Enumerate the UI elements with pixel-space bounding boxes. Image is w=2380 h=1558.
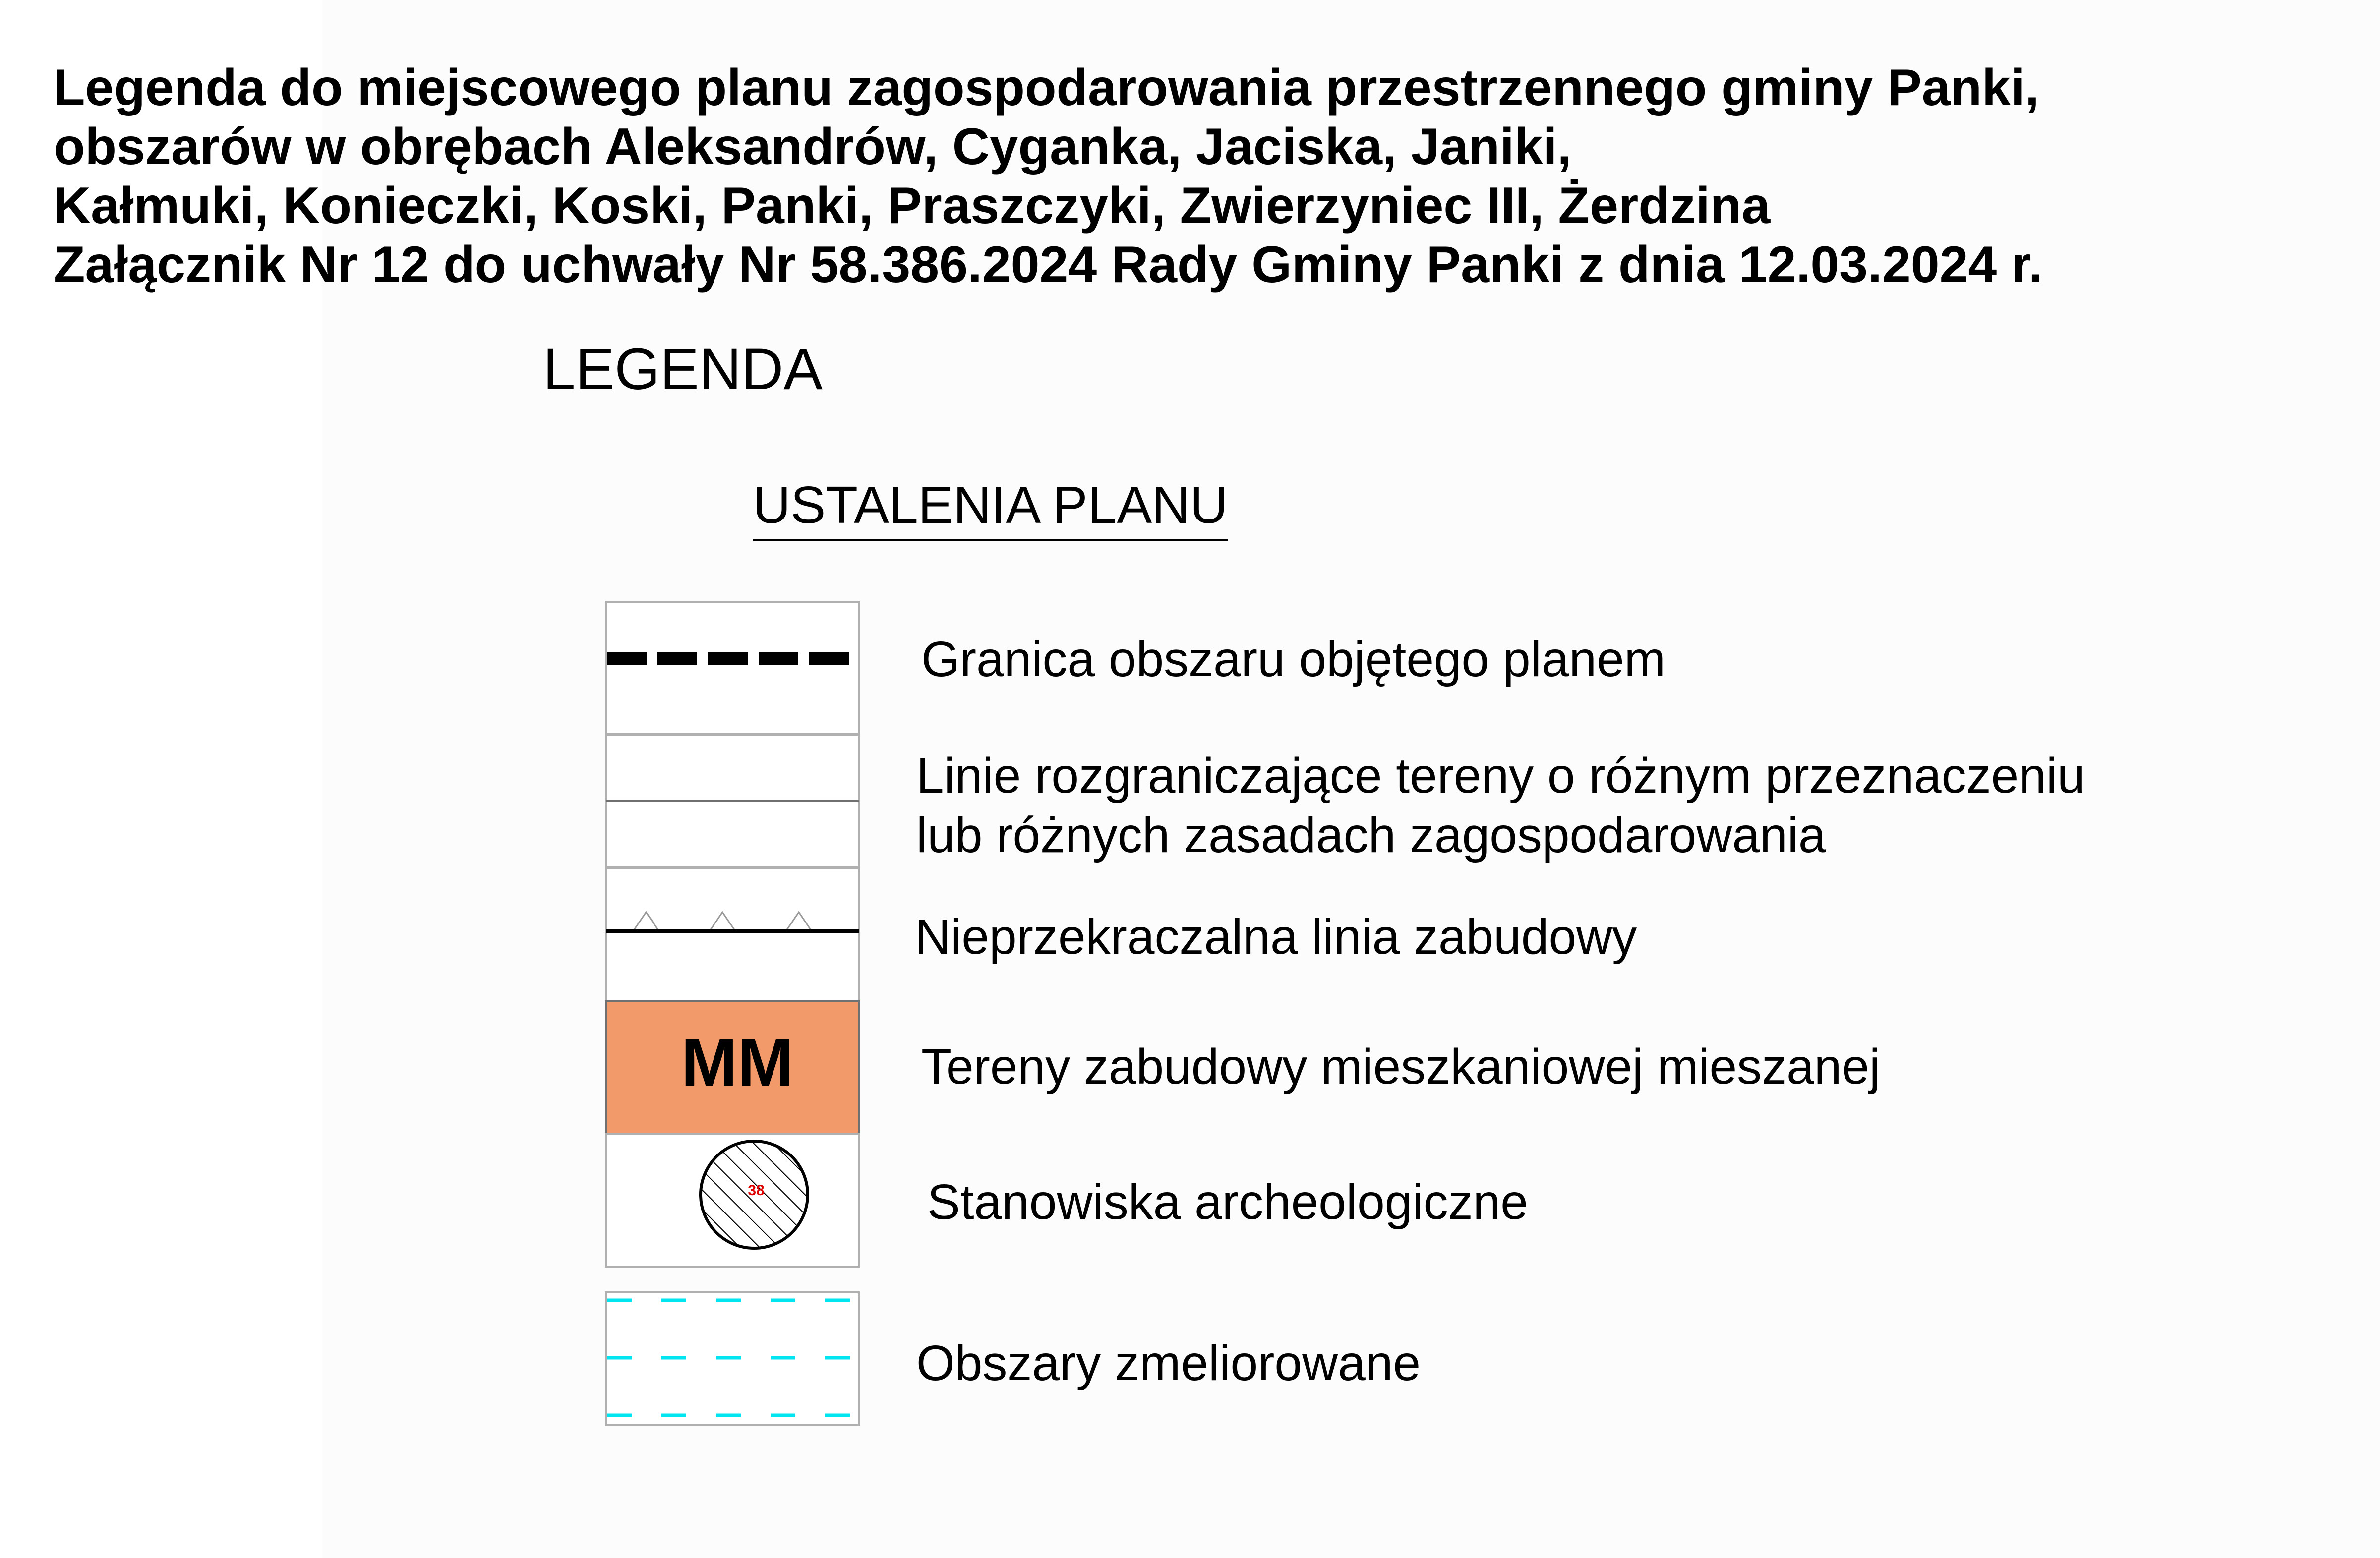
header-line-1: Legenda do miejscowego planu zagospodarowania przestrzennego gminy Panki, — [54, 59, 2039, 116]
header-line-3: Kałmuki, Konieczki, Koski, Panki, Praszczyki, Zwierzyniec III, Żerdzina — [54, 177, 1771, 234]
building-line-label: Nieprzekraczalna linia zabudowy — [915, 909, 1637, 965]
demarcation-lines-symbol — [605, 734, 863, 868]
legend-heading: LEGENDA — [543, 337, 823, 402]
mixed-residential-label: Tereny zabudowy mieszkaniowej mieszanej — [921, 1039, 1881, 1095]
archaeological-site-number: 38 — [748, 1182, 765, 1199]
plan-boundary-symbol — [605, 601, 863, 735]
mixed-residential-symbol — [605, 1000, 863, 1135]
building-line-symbol — [605, 867, 863, 1002]
demarcation-lines-label-line-1: Linie rozgraniczające tereny o różnym przeznaczeniu — [916, 748, 2085, 804]
archaeological-sites-symbol — [605, 1133, 863, 1268]
document-header — [54, 58, 2364, 294]
archaeological-sites-label: Stanowiska archeologiczne — [927, 1174, 1528, 1230]
plan-boundary-label: Granica obszaru objętego planem — [921, 632, 1666, 687]
section-heading: USTALENIA PLANU — [753, 476, 1228, 541]
header-line-2: obszarów w obrębach Aleksandrów, Cyganka, Jaciska, Janiki, — [54, 118, 1572, 175]
drained-areas-symbol — [605, 1291, 863, 1426]
demarcation-lines-label-line-2: lub różnych zasadach zagospodarowania — [916, 808, 1826, 863]
drained-areas-label: Obszary zmeliorowane — [916, 1335, 1421, 1391]
header-line-4: Załącznik Nr 12 do uchwały Nr 58.386.2024 Rady Gminy Panki z dnia 12.03.2024 r. — [54, 236, 2043, 293]
mixed-residential-code: MM — [681, 1025, 794, 1100]
